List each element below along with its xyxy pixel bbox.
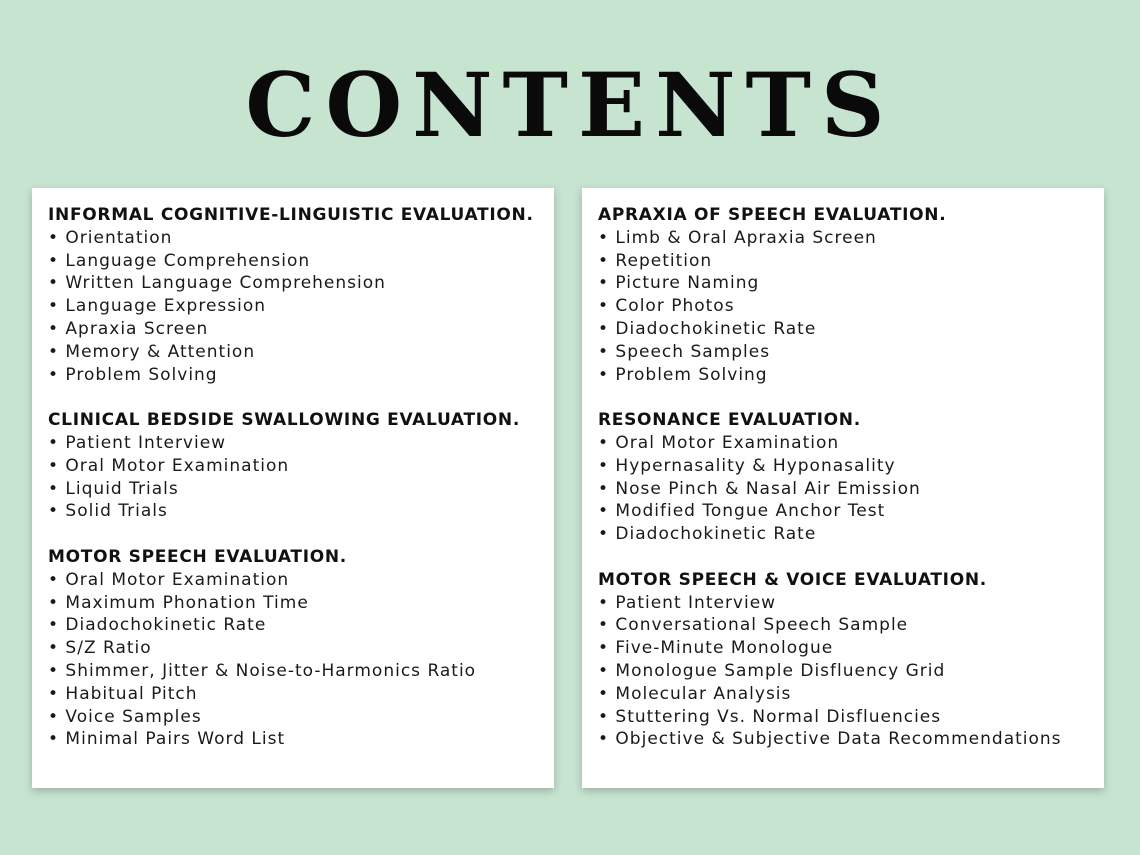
list-item: • Five-Minute Monologue (598, 638, 834, 659)
section-heading: RESONANCE EVALUATION. (598, 410, 861, 431)
section-resonance (598, 409, 1094, 546)
list-item: • Modified Tongue Anchor Test (598, 501, 886, 522)
list-item: • Memory & Attention (48, 341, 256, 362)
list-item: • Solid Trials (48, 501, 168, 522)
list-item: • Objective & Subjective Data Recommendations (598, 729, 1062, 750)
list-item: • Problem Solving (48, 364, 218, 385)
list-item: • Hypernasality & Hyponasality (598, 455, 896, 476)
list-item: • Stuttering Vs. Normal Disfluencies (598, 706, 942, 727)
section-motor-speech (48, 546, 544, 751)
list-item: • Diadochokinetic Rate (598, 524, 817, 545)
section-apraxia-of-speech (598, 204, 1094, 386)
page-title: CONTENTS (245, 53, 895, 157)
list-item: • Orientation (48, 227, 173, 248)
section-motor-speech-voice (598, 569, 1094, 751)
section-heading: APRAXIA OF SPEECH EVALUATION. (598, 205, 947, 225)
list-item: • Oral Motor Examination (48, 455, 290, 476)
list-item: • Monologue Sample Disfluency Grid (598, 660, 946, 681)
list-item: • Nose Pinch & Nasal Air Emission (598, 478, 921, 499)
list-item: • Picture Naming (598, 273, 760, 294)
list-item: • Limb & Oral Apraxia Screen (598, 227, 877, 248)
list-item: • Diadochokinetic Rate (48, 615, 267, 636)
list-item: • Language Comprehension (48, 250, 311, 271)
list-item: • Patient Interview (598, 592, 777, 613)
list-item: • Speech Samples (598, 341, 771, 362)
section-heading: INFORMAL COGNITIVE-LINGUISTIC EVALUATION. (48, 205, 534, 225)
list-item: • Shimmer, Jitter & Noise-to-Harmonics Ratio (48, 660, 477, 681)
list-item: • Apraxia Screen (48, 318, 209, 339)
section-cognitive-linguistic (48, 204, 544, 386)
list-item: • Patient Interview (48, 432, 227, 453)
list-item: • Conversational Speech Sample (598, 615, 909, 636)
list-item: • Molecular Analysis (598, 683, 792, 704)
list-item: • Oral Motor Examination (598, 432, 840, 453)
list-item: • Color Photos (598, 296, 735, 317)
list-item: • Maximum Phonation Time (48, 592, 309, 613)
section-heading: CLINICAL BEDSIDE SWALLOWING EVALUATION. (48, 410, 521, 431)
section-heading: MOTOR SPEECH EVALUATION. (48, 546, 347, 567)
list-item: • Diadochokinetic Rate (598, 318, 817, 339)
list-item: • Problem Solving (598, 364, 768, 385)
list-item: • Minimal Pairs Word List (48, 729, 286, 750)
list-item: • Liquid Trials (48, 478, 179, 499)
list-item: • Habitual Pitch (48, 683, 198, 704)
list-item: • Language Expression (48, 296, 267, 317)
list-item: • Written Language Comprehension (48, 273, 386, 294)
left-contents-card (32, 188, 554, 788)
list-item: • Repetition (598, 250, 713, 271)
list-item: • S/Z Ratio (48, 638, 152, 659)
list-item: • Oral Motor Examination (48, 569, 290, 590)
section-bedside-swallowing (48, 409, 544, 523)
right-contents-card (582, 188, 1104, 788)
list-item: • Voice Samples (48, 706, 202, 727)
section-heading: MOTOR SPEECH & VOICE EVALUATION. (598, 569, 987, 590)
